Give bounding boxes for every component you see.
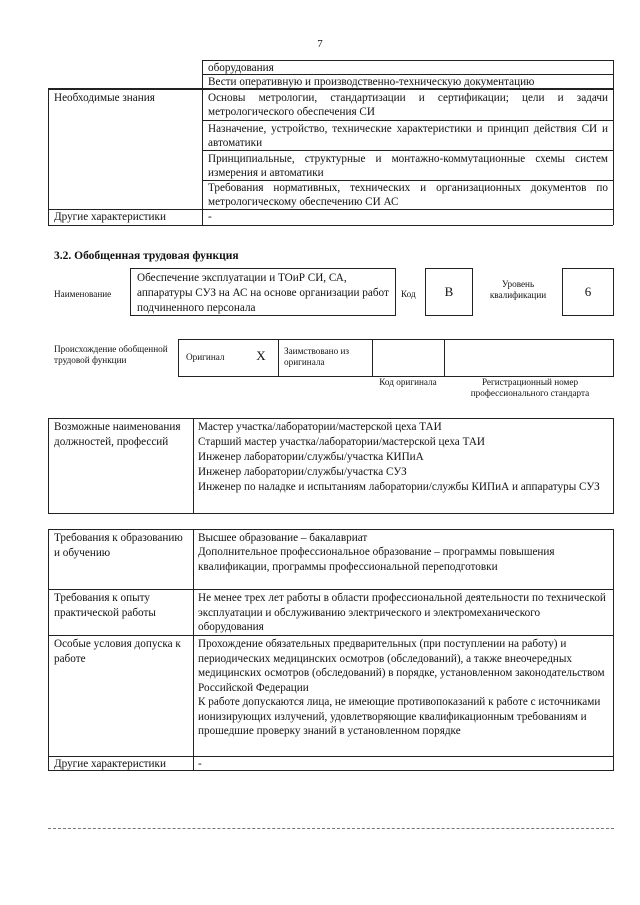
original-mark: X bbox=[256, 348, 266, 363]
row-label-other: Другие характеристики bbox=[54, 211, 166, 223]
table-cell: Высшее образование – бакалавриат bbox=[198, 532, 368, 544]
table-cell: К работе допускаются лица, не имеющие противопоказаний к работе с источниками ионизирующих излучений, удовлетворяющие квалификационным требованиям и прошедшие проверку знаний в установленном порядке bbox=[198, 696, 601, 737]
name-value: Обеспечение эксплуатации и ТОиР СИ, СА, аппаратуры СУЗ на АС на основе организации работ подчиненного персонала bbox=[137, 272, 389, 314]
req-label-other: Другие характеристики bbox=[54, 758, 166, 770]
code-box bbox=[425, 268, 473, 316]
table-cell: Не менее трех лет работы в области профессиональной деятельности по технической эксплуатации и обслуживанию электрического и электромеханического оборудования bbox=[198, 592, 606, 633]
table-cell: Основы метрологии, стандартизации и сертификации; цели и задачи метрологического обеспечения СИ bbox=[208, 92, 608, 118]
list-item: Инженер по наладке и испытаниям лаборатории/службы КИПиА и аппаратуры СУЗ bbox=[198, 481, 600, 493]
table-cell: Дополнительное профессиональное образование – программы повышения квалификации, программы профессиональной переподготовки bbox=[198, 546, 555, 573]
table-cell: - bbox=[208, 211, 212, 223]
list-item: Старший мастер участка/лаборатории/мастерской цеха ТАИ bbox=[198, 436, 485, 448]
footer-divider bbox=[48, 828, 614, 829]
table-cell: Назначение, устройство, технические характеристики и принцип действия СИ и автоматики bbox=[208, 123, 608, 149]
positions-label: Возможные наименования должностей, профессий bbox=[54, 421, 181, 448]
table-cell: Принципиальные, структурные и монтажно-коммутационные схемы систем измерения и автоматики bbox=[208, 153, 608, 179]
section-title: 3.2. Обобщенная трудовая функция bbox=[54, 250, 239, 262]
table-cell: - bbox=[198, 758, 202, 770]
reg-number-caption: Регистрационный номер профессионального стандарта bbox=[470, 377, 590, 398]
name-label: Наименование bbox=[54, 289, 112, 299]
table-cell: Вести оперативную и производственно-техническую документацию bbox=[208, 76, 535, 88]
table-cell: Прохождение обязательных предварительных (при поступлении на работу) и периодических медицинских осмотров (обследований), а также внеочередных медицинских осмотров (обследований) в порядке, установленном законодательством Российской Федерации bbox=[198, 638, 605, 694]
origin-label: Происхождение обобщенной трудовой функции bbox=[54, 344, 168, 365]
code-original-caption: Код оригинала bbox=[379, 377, 437, 387]
req-label-special-conditions: Особые условия допуска к работе bbox=[54, 638, 181, 665]
page-number: 7 bbox=[317, 38, 323, 50]
table-cell: Требования нормативных, технических и организационных документов по метрологическому обеспечению СИ АС bbox=[208, 182, 608, 208]
name-box bbox=[130, 268, 396, 316]
original-label: Оригинал bbox=[186, 352, 225, 362]
list-item: Инженер лаборатории/службы/участка СУЗ bbox=[198, 466, 407, 478]
req-label-experience: Требования к опыту практической работы bbox=[54, 592, 156, 619]
borrowed-label: Заимствовано из оригинала bbox=[284, 346, 350, 367]
code-label: Код bbox=[401, 289, 416, 299]
level-value: 6 bbox=[584, 284, 592, 299]
row-label-knowledge: Необходимые знания bbox=[54, 92, 155, 104]
table-cell: оборудования bbox=[208, 62, 274, 74]
level-label: Уровень квалификации bbox=[489, 279, 547, 300]
list-item: Мастер участка/лаборатории/мастерской цеха ТАИ bbox=[198, 421, 442, 433]
req-label-education: Требования к образованию и обучению bbox=[54, 532, 183, 559]
list-item: Инженер лаборатории/службы/участка КИПиА bbox=[198, 451, 424, 463]
code-value: B bbox=[444, 284, 454, 299]
level-box bbox=[562, 268, 614, 316]
